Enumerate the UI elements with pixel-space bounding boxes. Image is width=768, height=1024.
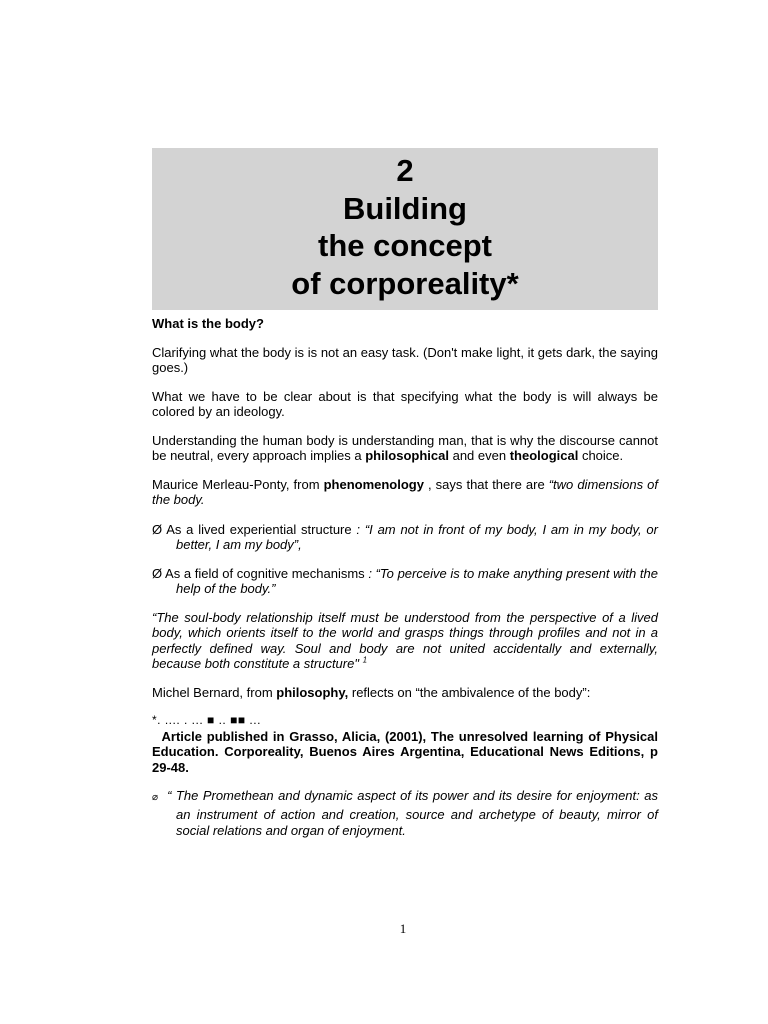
paragraph-5-text-a: Michel Bernard, from bbox=[152, 684, 277, 700]
bullet-2-quote: : “To perceive is to make anything present with the help of the body.” bbox=[176, 565, 658, 596]
bullet-1-quote: : “I am not in front of my body, I am in my body, or better, I am my body”, bbox=[176, 521, 658, 552]
chapter-title-line-2: the concept bbox=[318, 228, 492, 263]
bullet-marker-icon: Ø bbox=[152, 521, 163, 537]
bullet-2-text-a: As a field of cognitive mechanisms bbox=[162, 565, 369, 581]
paragraph-5 bbox=[152, 685, 658, 701]
bullet-1-text-a: As a lived experiential structure bbox=[162, 521, 357, 537]
paragraph-3-text-c: and even bbox=[448, 448, 510, 463]
page-number: 1 bbox=[399, 921, 407, 936]
two-dimensions-quote: “two dimensions of the body. bbox=[152, 476, 658, 507]
document-page bbox=[152, 148, 658, 840]
paragraph-1: Clarifying what the body is is not an easy task. (Don't make light, it gets dark, the saying goes.) bbox=[152, 344, 658, 375]
theological-term: theological bbox=[509, 448, 579, 463]
bullet-marker-icon: Ø bbox=[152, 565, 163, 581]
paragraph-3-text-e: choice. bbox=[578, 448, 624, 463]
philosophical-term: philosophical bbox=[365, 448, 449, 463]
footnote-separator: *. .... . ... ■ .. ■■ ... bbox=[152, 713, 261, 727]
footnote bbox=[152, 729, 658, 776]
paragraph-4-text-c: , says that there are bbox=[423, 476, 549, 492]
empty-set-bullet-icon: ⌀ bbox=[152, 792, 159, 803]
chapter-title-line-3: of corporeality* bbox=[291, 265, 519, 301]
footnote-text: Article published in Grasso, Alicia, (2001), The unresolved learning of Physical Education. Corporeality, Buenos Aires Argentina, Educational News Editions, p 29-48. bbox=[152, 728, 658, 775]
paragraph-4-text-a: Maurice Merleau-Ponty, from bbox=[152, 476, 324, 492]
block-quote bbox=[152, 610, 658, 672]
bullet-item-3 bbox=[152, 788, 658, 840]
chapter-title-box bbox=[152, 148, 658, 310]
bullet-item-2 bbox=[152, 566, 658, 597]
block-quote-text: “The soul-body relationship itself must be understood from the perspective of a lived body, which orients itself to the world and grasps things through profiles and not in a perfectly defined way. Soul and body are not united accidentally and externally, because both constitute a structure" bbox=[152, 609, 658, 671]
body-text bbox=[152, 316, 658, 840]
paragraph-2: What we have to be clear about is that specifying what the body is will always be colored by an ideology. bbox=[152, 388, 658, 419]
footnote-reference: 1 bbox=[362, 655, 368, 665]
bullet-item-1 bbox=[152, 522, 658, 553]
paragraph-3-text-a: Understanding the human body is understanding man, that is why the discourse cannot be neutral, every approach implies a bbox=[152, 432, 658, 463]
chapter-title-line-1: Building bbox=[343, 190, 467, 226]
bullet-3-text: “ The Promethean and dynamic aspect of its power and its desire for enjoyment: as an instrument of action and creation, source and archetype of beauty, mirror of social relations and organ of enjoyment. bbox=[167, 788, 658, 838]
paragraph-4 bbox=[152, 477, 658, 508]
philosophy-term: philosophy, bbox=[276, 684, 349, 700]
phenomenology-term: phenomenology bbox=[323, 476, 424, 492]
paragraph-3 bbox=[152, 433, 658, 464]
chapter-number: 2 bbox=[396, 153, 414, 188]
section-heading: What is the body? bbox=[152, 316, 264, 331]
paragraph-5-text-c: reflects on “the ambivalence of the body”: bbox=[348, 684, 591, 700]
